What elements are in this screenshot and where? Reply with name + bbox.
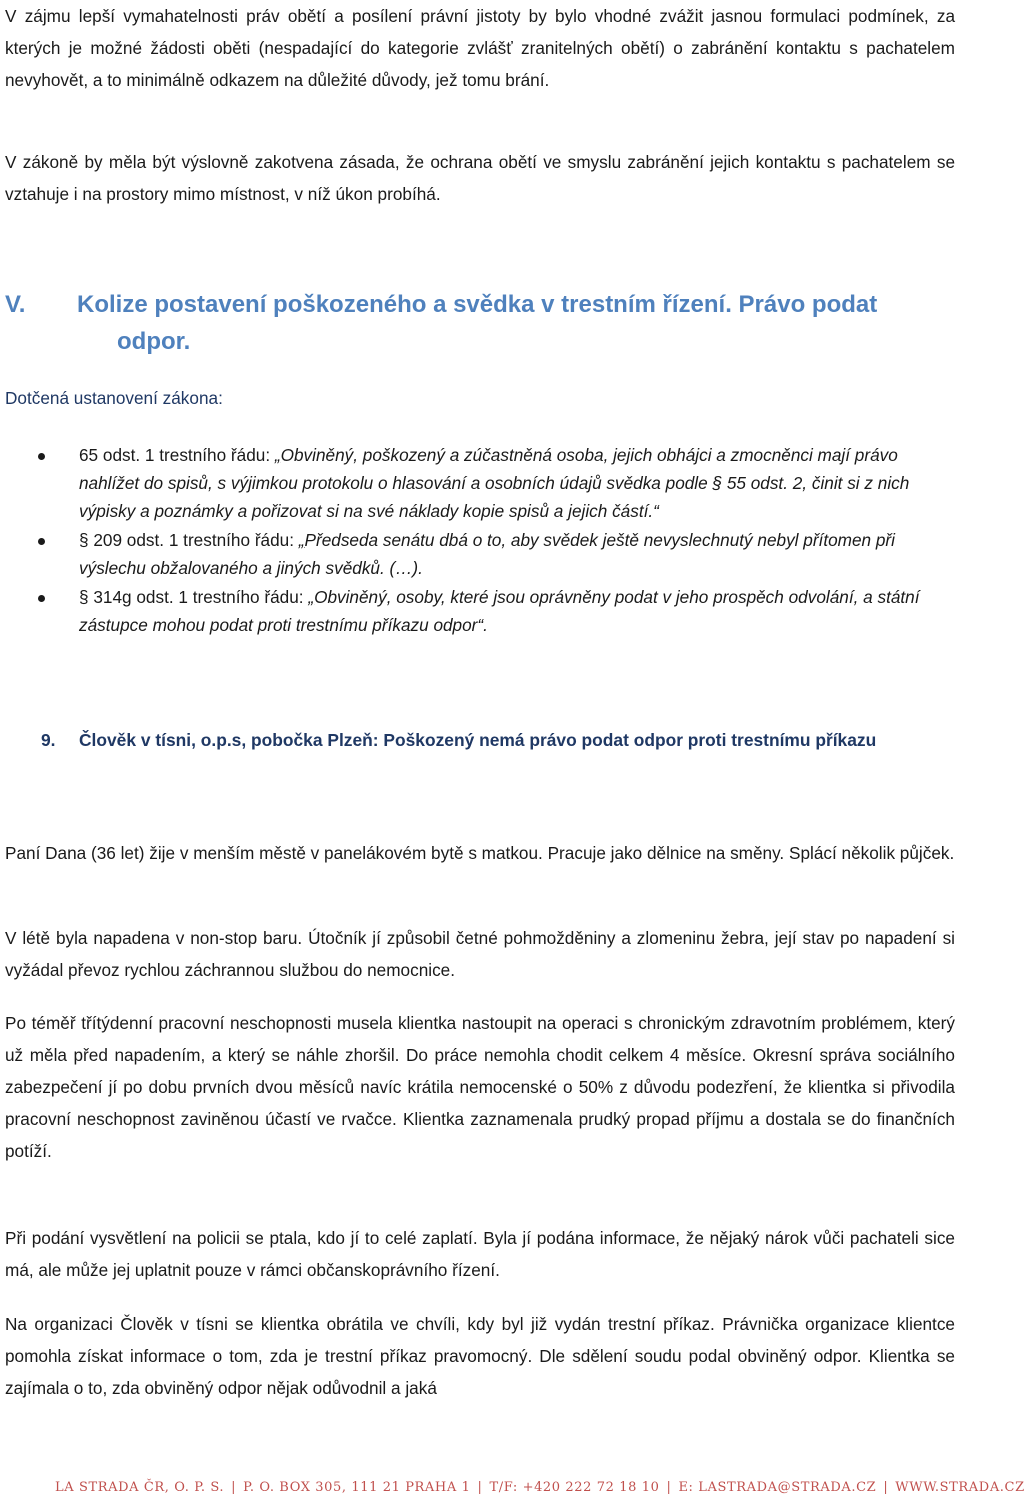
provision-text: Obviněný, poškozený a zúčastněná osoba, jejich obhájci a zmocněnci mají právo nahlížet do spisů, s výjimkou protokolu o hlasování a osobních údajů svědka podle [79,445,898,493]
paragraph-contact-prevention: V zákoně by měla být výslovně zakotvena zásada, že ochrana obětí ve smyslu zabránění jejich kontaktu s pachatelem se vztahuje i na prostory mimo místnost, v níž úkon probíhá. [5,152,955,204]
provision-text-cont: odst. 2, činit si z nich výpisky a poznámky a pořizovat si na své náklady kopie spisů a jejich částí. [79,473,910,521]
story-paragraph: Po téměř třítýdenní pracovní neschopnosti musela klientka nastoupit na operaci s chronickým zdravotním problémem, který už měla před napadením, a který se náhle zhoršil. Do práce nemohla chodit celkem 4 měsíce. Okresní správa sociálního zabezpečení jí po dobu prvních dvou měsíců navíc krátila nemocenské o 50% z důvodu podezření, že klientka si přivodila pracovní neschopnost zaviněnou účastí ve rvačce. Klientka zaznamenala prudký propad příjmu a dostala se do finančních potíží. [5,1013,955,1161]
provisions-list [0,441,960,639]
quote-open: „ [308,587,315,607]
provision-prefix: 209 odst. 1 trestního řádu: [93,530,299,550]
provision-prefix: 314g odst. 1 trestního řádu: [93,587,309,607]
quote-open: „ [298,530,305,550]
footer-separator: | [231,1480,237,1495]
quote-close: “. [477,615,488,635]
list-item [0,526,960,582]
footer-email: E: LASTRADA@STRADA.CZ [678,1480,877,1495]
story-paragraph: Paní Dana (36 let) žije v menším městě v panelákovém bytě s matkou. Pracuje jako dělnice na směny. Splácí několik půjček. [5,843,955,863]
story-paragraph: Při podání vysvětlení na policii se ptala, kdo jí to celé zaplatí. Byla jí podána informace, že nějaký nárok vůči pachateli sice má, ale může jej uplatnit pouze v rámci občanskoprávního řízení. [5,1228,955,1280]
chapter-number: V. [5,291,26,318]
provision-text: Obviněný, osoby, které jsou oprávněny podat v jeho prospěch odvolání, a státní zástupce mohou podat proti trestnímu příkazu odpor [79,587,920,635]
section-sign: § [79,587,89,607]
bullet-icon [38,453,45,460]
case-title: Člověk v tísni, o.p.s, pobočka Plzeň: Poškozený nemá právo podat odpor proti trestnímu příkazu [79,730,877,750]
footer-phone: T/F: +420 222 72 18 10 [489,1480,660,1495]
section-sign: § [712,473,723,493]
case-heading [41,726,941,755]
page-footer [55,1478,1025,1498]
affected-provisions-heading: Dotčená ustanovení zákona: [5,388,223,408]
list-item [0,583,960,639]
chapter-heading [5,286,955,360]
quote-close: . [418,558,423,578]
chapter-title-line2: odpor. [117,328,191,355]
footer-org: LA STRADA ČR, O. P. S. [55,1480,225,1495]
quote-open: „ [274,445,281,465]
section-sign: § [79,530,89,550]
footer-separator: | [477,1480,483,1495]
list-item [0,441,960,525]
bullet-icon [38,595,45,602]
provision-ref: 55 [726,473,746,493]
case-number: 9. [41,730,56,750]
footer-separator: | [666,1480,672,1495]
story-paragraph: Na organizaci Člověk v tísni se klientka obrátila ve chvíli, kdy byl již vydán trestní příkaz. Právnička organizace klientce pomohla získat informace o tom, zda je trestní příkaz pravomocný. Dle sdělení soudu podal obviněný odpor. Klientka se zajímala o to, zda obviněný odpor nějak odůvodnil a jaká [5,1314,955,1398]
provision-prefix: 65 odst. 1 trestního řádu: [79,445,275,465]
story-paragraph: V létě byla napadena v non-stop baru. Útočník jí způsobil četné pohmožděniny a zlomeninu žebra, její stav po napadení si vyžádal převoz rychlou záchrannou službou do nemocnice. [5,928,955,980]
footer-address: P. O. BOX 305, 111 21 PRAHA 1 [243,1480,471,1495]
quote-close: “ [653,501,659,521]
footer-web: WWW.STRADA.CZ [895,1480,1025,1495]
paragraph-victim-rights: V zájmu lepší vymahatelnosti práv obětí a posílení právní jistoty by bylo vhodné zvážit jasnou formulaci podmínek, za kterých je možné žádosti oběti (nespadající do kategorie zvlášť zranitelných obětí) o zabránění kontaktu s pachatelem nevyhovět, a to minimálně odkazem na důležité důvody, jež tomu brání. [5,6,955,90]
chapter-title-line1: Kolize postavení poškozeného a svědka v trestním řízení. Právo podat [77,291,878,318]
bullet-icon [38,538,45,545]
footer-separator: | [883,1480,889,1495]
provision-text: Předseda senátu dbá o to, aby svědek ještě nevyslechnutý nebyl přítomen při výslechu obžalovaného a jiných svědků. (…) [79,530,895,578]
